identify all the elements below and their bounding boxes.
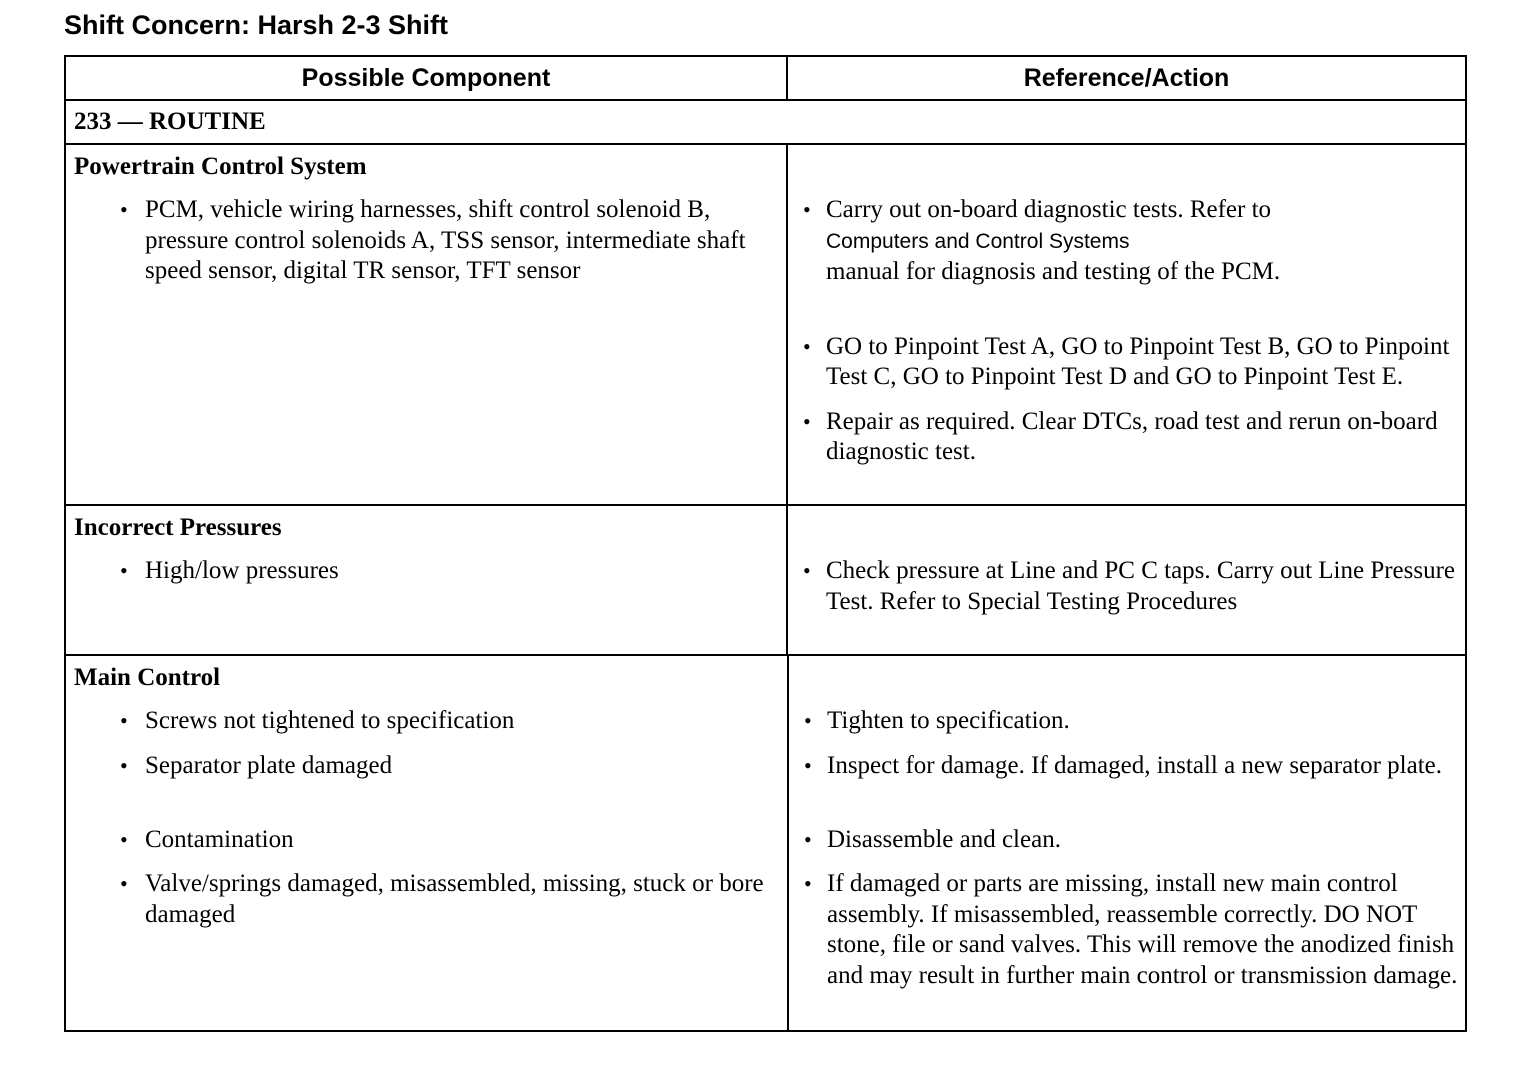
bullet-icon: • (120, 871, 128, 896)
component-text: PCM, vehicle wiring harnesses, shift control solenoid B, pressure control solenoids A, TSS sensor, intermediate shaft speed sensor, digital TR sensor, TFT sensor (145, 196, 746, 284)
header-possible-component: Possible Component (65, 56, 787, 100)
action-list (788, 556, 1465, 617)
action-text: Check pressure at Line and PC C taps. Carry out Line Pressure Test. Refer to Special Testing Procedures (826, 557, 1456, 615)
list-item (66, 195, 786, 287)
group-row-incorrect-pressures (65, 505, 1466, 655)
bullet-icon: • (120, 708, 128, 733)
action-text: Inspect for damage. If damaged, install a new separator plate. (827, 752, 1443, 779)
bullet-icon: • (120, 827, 128, 852)
group-row-powertrain-control (65, 144, 1466, 505)
manual-reference: Computers and Control Systems (826, 229, 1130, 253)
main-control-block (65, 655, 1466, 1031)
bullet-icon: • (120, 753, 128, 778)
component-cell (66, 825, 788, 856)
bullet-icon: • (120, 197, 128, 222)
list-item (66, 751, 788, 782)
action-text: Repair as required. Clear DTCs, road test and rerun on-board diagnostic test. (826, 407, 1438, 465)
diagnosis-table (64, 55, 1467, 1032)
component-text: Valve/springs damaged, misassembled, missing, stuck or bore damaged (145, 870, 764, 928)
list-item (788, 195, 1465, 288)
action-text: Tighten to specification. (827, 707, 1070, 734)
table-header-row (65, 56, 1466, 100)
bullet-icon: • (803, 558, 811, 583)
action-cell (789, 751, 1466, 782)
bullet-icon: • (120, 558, 128, 583)
action-cell (789, 825, 1466, 856)
component-list (66, 556, 786, 587)
list-item (66, 706, 788, 737)
component-list (66, 195, 786, 287)
action-text: Carry out on-board diagnostic tests. Refer to (826, 196, 1272, 223)
group-title: Main Control (74, 664, 221, 691)
bullet-icon: • (803, 408, 811, 434)
component-text: Screws not tightened to specification (145, 707, 515, 734)
component-text: High/low pressures (145, 557, 339, 584)
component-list (66, 751, 788, 782)
bullet-icon: • (804, 753, 812, 778)
list-item (788, 332, 1465, 393)
group-title: Powertrain Control System (74, 153, 367, 180)
action-text: GO to Pinpoint Test A, GO to Pinpoint Test B, GO to Pinpoint Test C, GO to Pinpoint Test D and GO to Pinpoint Test E. (826, 332, 1450, 390)
bullet-icon: • (804, 827, 812, 852)
list-item (789, 706, 1466, 737)
action-cell (789, 869, 1466, 991)
component-cell (66, 869, 788, 930)
list-item (788, 407, 1465, 468)
bullet-icon: • (803, 333, 811, 359)
concern-code-row (65, 100, 1466, 144)
component-text: Separator plate damaged (145, 752, 393, 779)
bullet-icon: • (804, 708, 812, 733)
action-list (789, 869, 1466, 991)
action-cell (789, 706, 1466, 737)
concern-code: 233 — ROUTINE (65, 100, 1466, 144)
action-list (788, 195, 1465, 468)
component-list (66, 869, 788, 930)
action-list (789, 825, 1466, 856)
component-cell (66, 706, 788, 737)
list-item (66, 825, 788, 856)
page-title: Shift Concern: Harsh 2-3 Shift (64, 10, 449, 40)
list-item (789, 751, 1466, 782)
component-list (66, 825, 788, 856)
group-title: Incorrect Pressures (74, 514, 282, 541)
component-cell (65, 505, 787, 655)
component-list (66, 706, 788, 737)
list-item (66, 869, 788, 930)
bullet-icon: • (804, 871, 812, 896)
group-row-main-control (65, 655, 1466, 1031)
action-text: manual for diagnosis and testing of the PCM. (826, 258, 1281, 285)
list-item (789, 825, 1466, 856)
header-reference-action: Reference/Action (787, 56, 1466, 100)
action-list (789, 751, 1466, 782)
action-cell (787, 144, 1466, 505)
component-text: Contamination (145, 826, 294, 853)
list-item (788, 556, 1465, 617)
component-cell (65, 144, 787, 505)
list-item (66, 556, 786, 587)
bullet-icon: • (803, 197, 811, 222)
action-cell (787, 505, 1466, 655)
action-text: Disassemble and clean. (827, 826, 1061, 853)
action-list (789, 706, 1466, 737)
component-cell (66, 751, 788, 782)
list-item (789, 869, 1466, 991)
action-text: If damaged or parts are missing, install new main control assembly. If misassembled, reassemble correctly. DO NOT stone, file or sand valves. This will remove the anodized finish and may result in further main control or transmission damage. (827, 870, 1458, 989)
